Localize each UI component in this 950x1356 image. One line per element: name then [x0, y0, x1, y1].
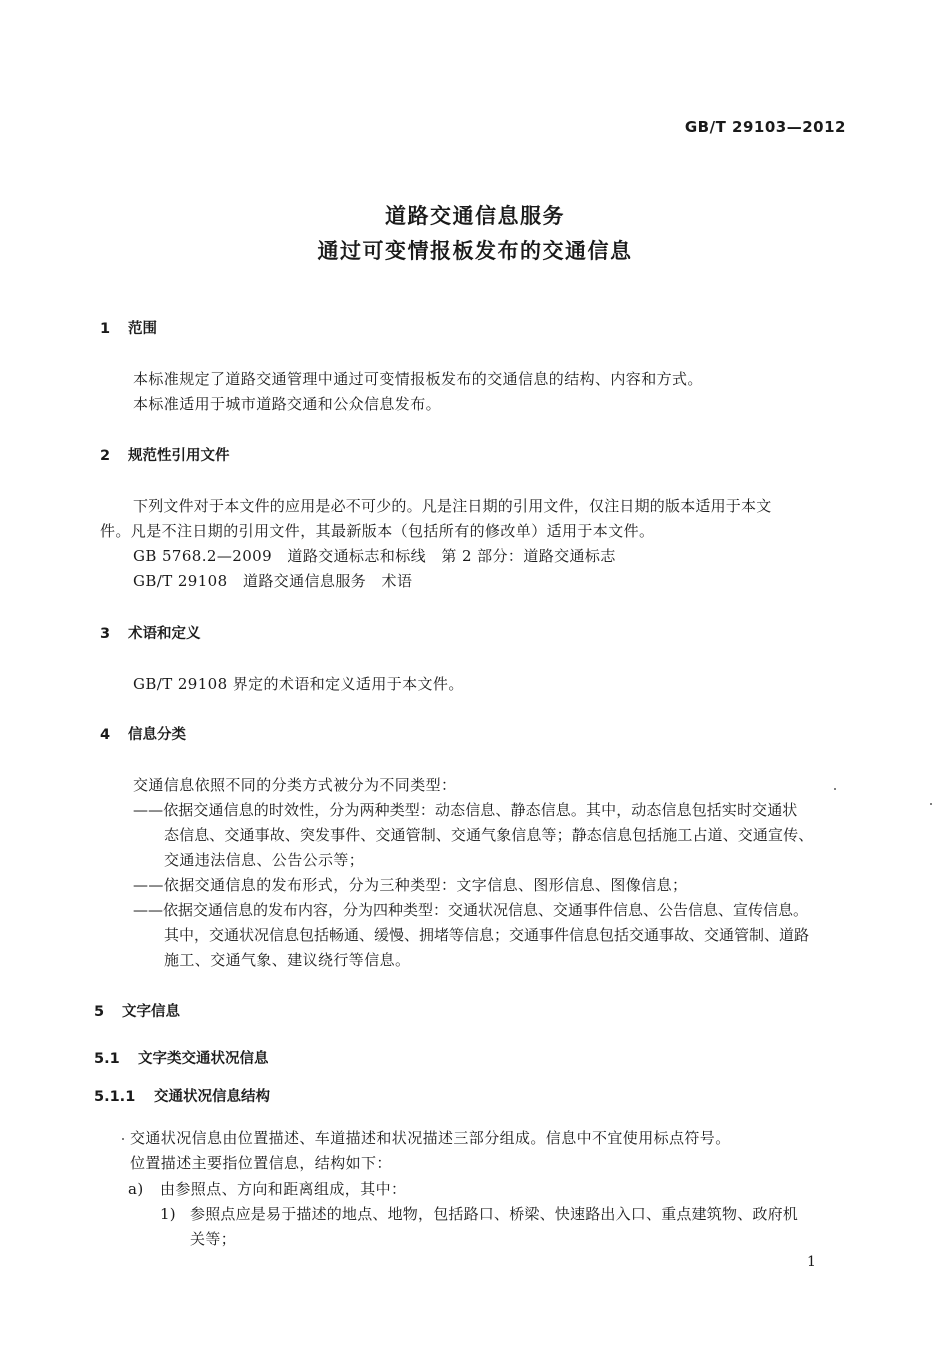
section-title: 文字信息	[122, 1004, 180, 1020]
section-number: 2	[100, 448, 111, 464]
list-item-continuation: 施工、交通气象、建议绕行等信息。	[164, 951, 411, 969]
paragraph: 下列文件对于本文件的应用是必不可少的。凡是注日期的引用文件，仅注日期的版本适用于本文	[133, 497, 772, 515]
section-number: 3	[100, 626, 111, 642]
scan-speck	[122, 1138, 124, 1140]
paragraph: 位置描述主要指位置信息，结构如下：	[130, 1154, 392, 1172]
list-item: ——依据交通信息的时效性，分为两种类型：动态信息、静态信息。其中，动态信息包括实时交通状	[133, 801, 798, 819]
list-item-a	[128, 1178, 406, 1199]
section-number: 4	[100, 727, 111, 743]
document-title-line2: 通过可变情报板发布的交通信息	[317, 239, 633, 263]
section-5-heading	[94, 1000, 180, 1021]
section-4-heading	[100, 723, 186, 744]
list-item-continuation: 其中，交通状况信息包括畅通、缓慢、拥堵等信息；交通事件信息包括交通事故、交通管制、道路	[164, 926, 810, 944]
section-number: 1	[100, 321, 111, 337]
section-number: 5	[94, 1004, 105, 1020]
paragraph: 交通状况信息由位置描述、车道描述和状况描述三部分组成。信息中不宜使用标点符号。	[130, 1129, 731, 1147]
page-number: 1	[807, 1254, 816, 1270]
standard-number: GB/T 29103—2012	[684, 118, 846, 136]
section-title: 范围	[128, 321, 157, 337]
section-5-1-heading	[94, 1047, 269, 1068]
normative-reference: GB 5768.2—2009 道路交通标志和标线 第 2 部分：道路交通标志	[133, 547, 616, 565]
scan-speck	[930, 803, 932, 805]
list-text: 参照点应是易于描述的地点、地物，包括路口、桥梁、快速路出入口、重点建筑物、政府机	[190, 1205, 799, 1223]
section-title: 文字类交通状况信息	[138, 1051, 269, 1067]
paragraph: 本标准规定了道路交通管理中通过可变情报板发布的交通信息的结构、内容和方式。	[133, 370, 703, 388]
list-item: ——依据交通信息的发布内容，分为四种类型：交通状况信息、交通事件信息、公告信息、宣传信息。	[133, 901, 809, 919]
scan-speck	[834, 788, 836, 790]
paragraph: GB/T 29108 界定的术语和定义适用于本文件。	[133, 675, 464, 693]
section-3-heading	[100, 622, 201, 643]
document-title-line1: 道路交通信息服务	[385, 204, 565, 228]
list-label: 1)	[160, 1205, 176, 1223]
paragraph: 本标准适用于城市道路交通和公众信息发布。	[133, 395, 442, 413]
section-number: 5.1	[94, 1051, 120, 1067]
list-item-1	[160, 1203, 798, 1224]
list-item-continuation: 交通违法信息、公告公示等；	[164, 851, 365, 869]
section-2-heading	[100, 444, 230, 465]
list-item-continuation: 关等；	[190, 1230, 237, 1248]
section-title: 交通状况信息结构	[154, 1089, 270, 1105]
list-item-continuation: 态信息、交通事故、突发事件、交通管制、交通气象信息等；静态信息包括施工占道、交通宣传、	[164, 826, 814, 844]
section-title: 术语和定义	[128, 626, 201, 642]
paragraph: 件。凡是不注日期的引用文件，其最新版本（包括所有的修改单）适用于本文件。	[100, 522, 655, 540]
section-title: 信息分类	[128, 727, 186, 743]
section-number: 5.1.1	[94, 1089, 136, 1105]
section-1-heading	[100, 317, 157, 338]
paragraph: 交通信息依照不同的分类方式被分为不同类型：	[133, 776, 457, 794]
list-item: ——依据交通信息的发布形式，分为三种类型：文字信息、图形信息、图像信息；	[133, 876, 688, 894]
section-title: 规范性引用文件	[128, 448, 230, 464]
list-label: a)	[128, 1180, 144, 1198]
normative-reference: GB/T 29108 道路交通信息服务 术语	[133, 572, 413, 590]
section-5-1-1-heading	[94, 1085, 270, 1106]
list-text: 由参照点、方向和距离组成，其中：	[160, 1180, 407, 1198]
